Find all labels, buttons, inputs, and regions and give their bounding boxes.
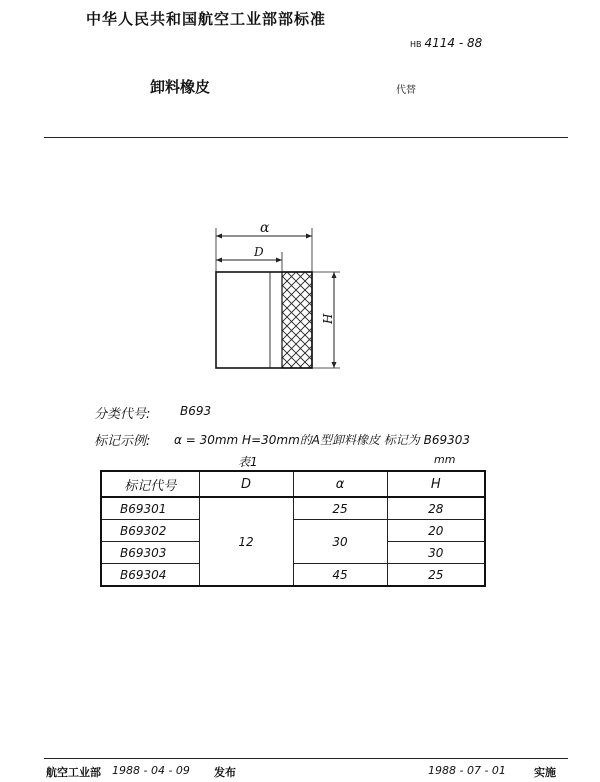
footer-rule bbox=[44, 758, 568, 759]
effective-word: 实施 bbox=[534, 766, 556, 779]
cell-alpha: 25 bbox=[293, 497, 387, 520]
standard-prefix: HB bbox=[410, 40, 422, 49]
table-unit: mm bbox=[434, 453, 456, 466]
example-label: 标记示例: bbox=[94, 434, 151, 449]
standard-number bbox=[410, 36, 482, 50]
standard-code: 4114 - 88 bbox=[424, 36, 483, 50]
header-d: D bbox=[199, 471, 293, 497]
spec-table bbox=[100, 470, 486, 587]
dim-height-label: H bbox=[321, 313, 335, 324]
issue-word: 发布 bbox=[214, 766, 236, 779]
classification-label: 分类代号: bbox=[94, 407, 151, 422]
cell-code: B69301 bbox=[101, 497, 199, 520]
cell-code: B69302 bbox=[101, 520, 199, 542]
cell-code: B69304 bbox=[101, 564, 199, 587]
cell-h: 28 bbox=[387, 497, 485, 520]
part-drawing bbox=[206, 218, 356, 378]
cell-alpha: 45 bbox=[293, 564, 387, 587]
table-row bbox=[101, 497, 485, 520]
issue-date: 1988 - 04 - 09 bbox=[112, 764, 190, 777]
table-header-row bbox=[101, 471, 485, 497]
header-rule bbox=[44, 137, 568, 138]
hatched-section bbox=[282, 272, 312, 368]
header-alpha: α bbox=[293, 471, 387, 497]
table-caption: 表1 bbox=[238, 455, 258, 469]
cell-d-merged: 12 bbox=[199, 497, 293, 586]
issuer: 航空工业部 bbox=[46, 766, 101, 779]
cell-h: 20 bbox=[387, 520, 485, 542]
header-code: 标记代号 bbox=[101, 471, 199, 497]
header-h: H bbox=[387, 471, 485, 497]
classification-value: B693 bbox=[180, 404, 212, 418]
cell-alpha-merged: 30 bbox=[293, 520, 387, 564]
document-title: 卸料橡皮 bbox=[150, 78, 211, 96]
dim-outer-label: α bbox=[260, 220, 270, 236]
example-text: α = 30mm H=30mm的A型卸料橡皮 标记为 B69303 bbox=[174, 433, 471, 447]
effective-date: 1988 - 07 - 01 bbox=[428, 764, 506, 777]
table-row bbox=[101, 564, 485, 587]
table-row bbox=[101, 520, 485, 542]
cell-h: 30 bbox=[387, 542, 485, 564]
cell-code: B69303 bbox=[101, 542, 199, 564]
cell-h: 25 bbox=[387, 564, 485, 587]
dim-inner-label: D bbox=[254, 245, 264, 259]
replaces-label: 代替 bbox=[396, 85, 416, 96]
standard-org-title: 中华人民共和国航空工业部部标准 bbox=[86, 10, 327, 28]
